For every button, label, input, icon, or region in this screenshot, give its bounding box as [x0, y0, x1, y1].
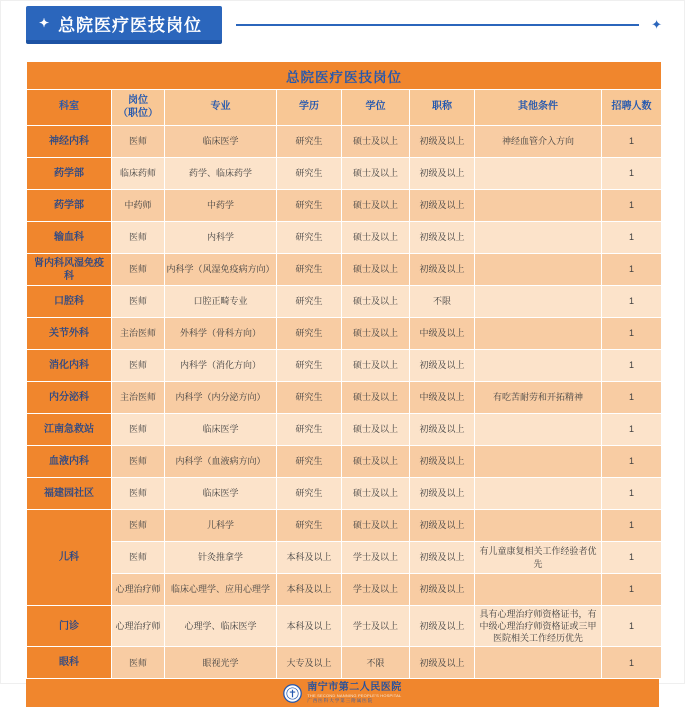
- cell-headcount: 1: [602, 446, 662, 478]
- table-row: [27, 126, 662, 158]
- cell-position: 医师: [112, 222, 165, 254]
- table-row: [27, 382, 662, 414]
- cell-education: 本科及以上: [277, 606, 342, 647]
- cell-department: 输血科: [27, 222, 112, 254]
- table-row: [27, 414, 662, 446]
- cell-headcount: 1: [602, 190, 662, 222]
- cell-degree: 硕士及以上: [342, 190, 410, 222]
- cell-major: 眼视光学: [165, 647, 277, 679]
- col-position-line2: （职位）: [118, 107, 158, 119]
- cell-major: 儿科学: [165, 510, 277, 542]
- cell-position: 心理治疗师: [112, 606, 165, 647]
- cell-position: 医师: [112, 286, 165, 318]
- cell-other-conditions: [475, 510, 602, 542]
- cell-other-conditions: 有儿童康复相关工作经验者优先: [475, 542, 602, 574]
- cell-title: 中级及以上: [410, 318, 475, 350]
- cell-other-conditions: [475, 158, 602, 190]
- cell-department: 眼科: [27, 647, 112, 679]
- cell-title: 初级及以上: [410, 350, 475, 382]
- cell-degree: 学士及以上: [342, 574, 410, 606]
- header-rule: [236, 24, 639, 26]
- table-row: [27, 574, 662, 606]
- cell-department: 内分泌科: [27, 382, 112, 414]
- cell-other-conditions: [475, 190, 602, 222]
- cell-position: 医师: [112, 478, 165, 510]
- cell-headcount: 1: [602, 286, 662, 318]
- cell-education: 大专及以上: [277, 647, 342, 679]
- cell-headcount: 1: [602, 647, 662, 679]
- col-headcount: 招聘人数: [602, 90, 662, 126]
- cell-position: 心理治疗师: [112, 574, 165, 606]
- cell-headcount: 1: [602, 350, 662, 382]
- cell-other-conditions: 有吃苦耐劳和开拓精神: [475, 382, 602, 414]
- hospital-logo-text: [307, 683, 402, 704]
- star-icon: ✦: [39, 15, 51, 30]
- cell-title: 初级及以上: [410, 647, 475, 679]
- cell-major: 口腔正畸专业: [165, 286, 277, 318]
- col-other-conditions: 其他条件: [475, 90, 602, 126]
- cell-other-conditions: [475, 318, 602, 350]
- cell-headcount: 1: [602, 222, 662, 254]
- cell-major: 内科学（消化方向）: [165, 350, 277, 382]
- cell-major: 内科学（血液病方向）: [165, 446, 277, 478]
- cell-major: 内科学: [165, 222, 277, 254]
- cell-headcount: 1: [602, 254, 662, 286]
- cell-headcount: 1: [602, 574, 662, 606]
- cell-position: 医师: [112, 350, 165, 382]
- section-badge-title: 总院医疗医技岗位: [58, 16, 203, 35]
- cell-other-conditions: [475, 574, 602, 606]
- cell-department: 门诊: [27, 606, 112, 647]
- cell-title: 中级及以上: [410, 382, 475, 414]
- jobs-table-wrap: [26, 61, 659, 679]
- hospital-affiliation: 广西医科大学第三附属医院: [307, 698, 374, 704]
- table-title-row: [27, 62, 662, 90]
- cell-education: 研究生: [277, 350, 342, 382]
- cell-other-conditions: 具有心理治疗师资格证书，有中级心理治疗师资格证或三甲医院相关工作经历优先: [475, 606, 602, 647]
- table-row: [27, 222, 662, 254]
- jobs-table: [26, 61, 662, 679]
- cell-other-conditions: [475, 647, 602, 679]
- cell-position: 主治医师: [112, 382, 165, 414]
- cell-title: 初级及以上: [410, 222, 475, 254]
- cell-title: 初级及以上: [410, 478, 475, 510]
- cell-major: 外科学（骨科方向）: [165, 318, 277, 350]
- cell-major: 临床医学: [165, 478, 277, 510]
- cell-position: 医师: [112, 126, 165, 158]
- table-row: [27, 318, 662, 350]
- cell-other-conditions: [475, 478, 602, 510]
- col-title: 职称: [410, 90, 475, 126]
- cell-title: 初级及以上: [410, 254, 475, 286]
- cell-major: 临床心理学、应用心理学: [165, 574, 277, 606]
- col-position: [112, 90, 165, 126]
- cell-title: 初级及以上: [410, 446, 475, 478]
- table-row: [27, 510, 662, 542]
- hospital-name-en: THE SECOND NANNING PEOPLE'S HOSPITAL: [307, 692, 402, 698]
- hospital-name: 南宁市第二人民医院: [307, 682, 402, 694]
- cell-title: 初级及以上: [410, 606, 475, 647]
- cell-education: 研究生: [277, 126, 342, 158]
- cell-department: 药学部: [27, 190, 112, 222]
- cell-education: 研究生: [277, 222, 342, 254]
- cell-department: 神经内科: [27, 126, 112, 158]
- table-row: [27, 158, 662, 190]
- col-major: 专业: [165, 90, 277, 126]
- cell-degree: 硕士及以上: [342, 446, 410, 478]
- cell-headcount: 1: [602, 382, 662, 414]
- table-row: [27, 446, 662, 478]
- cell-degree: 硕士及以上: [342, 126, 410, 158]
- cell-degree: 硕士及以上: [342, 414, 410, 446]
- cell-headcount: 1: [602, 606, 662, 647]
- table-row: [27, 286, 662, 318]
- cell-degree: 硕士及以上: [342, 286, 410, 318]
- cell-degree: 硕士及以上: [342, 222, 410, 254]
- table-row: [27, 606, 662, 647]
- cell-title: 初级及以上: [410, 414, 475, 446]
- cell-education: 本科及以上: [277, 574, 342, 606]
- cell-degree: 硕士及以上: [342, 318, 410, 350]
- cell-degree: 硕士及以上: [342, 350, 410, 382]
- table-row: [27, 542, 662, 574]
- cell-education: 本科及以上: [277, 542, 342, 574]
- table-row: [27, 254, 662, 286]
- cell-title: 初级及以上: [410, 126, 475, 158]
- cell-department: 关节外科: [27, 318, 112, 350]
- cell-other-conditions: [475, 350, 602, 382]
- cell-education: 研究生: [277, 254, 342, 286]
- cell-title: 不限: [410, 286, 475, 318]
- cell-degree: 学士及以上: [342, 542, 410, 574]
- cell-department: 药学部: [27, 158, 112, 190]
- col-education: 学历: [277, 90, 342, 126]
- col-degree: 学位: [342, 90, 410, 126]
- page-header: [1, 1, 684, 44]
- cell-headcount: 1: [602, 318, 662, 350]
- table-title: 总院医疗医技岗位: [27, 62, 662, 90]
- cell-major: 针灸推拿学: [165, 542, 277, 574]
- cell-degree: 硕士及以上: [342, 254, 410, 286]
- cell-position: 医师: [112, 254, 165, 286]
- cell-title: 初级及以上: [410, 542, 475, 574]
- cell-education: 研究生: [277, 510, 342, 542]
- cell-department: 口腔科: [27, 286, 112, 318]
- cell-education: 研究生: [277, 190, 342, 222]
- cell-position: 医师: [112, 542, 165, 574]
- cell-other-conditions: [475, 446, 602, 478]
- cell-major: 内科学（内分泌方向）: [165, 382, 277, 414]
- cell-degree: 硕士及以上: [342, 510, 410, 542]
- cell-department: 血液内科: [27, 446, 112, 478]
- table-row: [27, 190, 662, 222]
- cell-degree: 不限: [342, 647, 410, 679]
- cell-department: 江南急救站: [27, 414, 112, 446]
- col-department: 科室: [27, 90, 112, 126]
- cell-major: 中药学: [165, 190, 277, 222]
- cell-degree: 硕士及以上: [342, 158, 410, 190]
- cell-degree: 硕士及以上: [342, 382, 410, 414]
- section-badge: [26, 6, 222, 44]
- table-header-row: [27, 90, 662, 126]
- cell-headcount: 1: [602, 478, 662, 510]
- cell-education: 研究生: [277, 414, 342, 446]
- cell-major: 心理学、临床医学: [165, 606, 277, 647]
- cell-education: 研究生: [277, 286, 342, 318]
- cell-position: 临床药师: [112, 158, 165, 190]
- cell-title: 初级及以上: [410, 190, 475, 222]
- cell-other-conditions: [475, 414, 602, 446]
- cell-position: 主治医师: [112, 318, 165, 350]
- cell-headcount: 1: [602, 542, 662, 574]
- cell-education: 研究生: [277, 158, 342, 190]
- star-icon: ✦: [651, 17, 662, 32]
- cell-major: 药学、临床药学: [165, 158, 277, 190]
- cell-major: 临床医学: [165, 414, 277, 446]
- cell-headcount: 1: [602, 158, 662, 190]
- cell-title: 初级及以上: [410, 574, 475, 606]
- cell-education: 研究生: [277, 446, 342, 478]
- cell-headcount: 1: [602, 126, 662, 158]
- cell-department: 福建园社区: [27, 478, 112, 510]
- cell-education: 研究生: [277, 318, 342, 350]
- cell-education: 研究生: [277, 382, 342, 414]
- cell-position: 医师: [112, 414, 165, 446]
- cell-department: 肾内科风湿免疫科: [27, 254, 112, 286]
- cell-position: 医师: [112, 647, 165, 679]
- cell-other-conditions: [475, 222, 602, 254]
- cell-headcount: 1: [602, 414, 662, 446]
- cell-position: 医师: [112, 510, 165, 542]
- cell-education: 研究生: [277, 478, 342, 510]
- table-row: [27, 478, 662, 510]
- cell-position: 医师: [112, 446, 165, 478]
- table-row: [27, 350, 662, 382]
- cell-degree: 学士及以上: [342, 606, 410, 647]
- cell-headcount: 1: [602, 510, 662, 542]
- cell-title: 初级及以上: [410, 158, 475, 190]
- col-position-line1: 岗位: [128, 95, 148, 106]
- cell-title: 初级及以上: [410, 510, 475, 542]
- table-row: [27, 647, 662, 679]
- cell-department: 儿科: [27, 510, 112, 606]
- cell-other-conditions: 神经血管介入方向: [475, 126, 602, 158]
- cell-other-conditions: [475, 286, 602, 318]
- cell-degree: 硕士及以上: [342, 478, 410, 510]
- hospital-seal-icon: [283, 684, 302, 703]
- cell-department: 消化内科: [27, 350, 112, 382]
- cell-other-conditions: [475, 254, 602, 286]
- cell-position: 中药师: [112, 190, 165, 222]
- cell-major: 临床医学: [165, 126, 277, 158]
- cell-major: 内科学（风湿免疫病方向）: [165, 254, 277, 286]
